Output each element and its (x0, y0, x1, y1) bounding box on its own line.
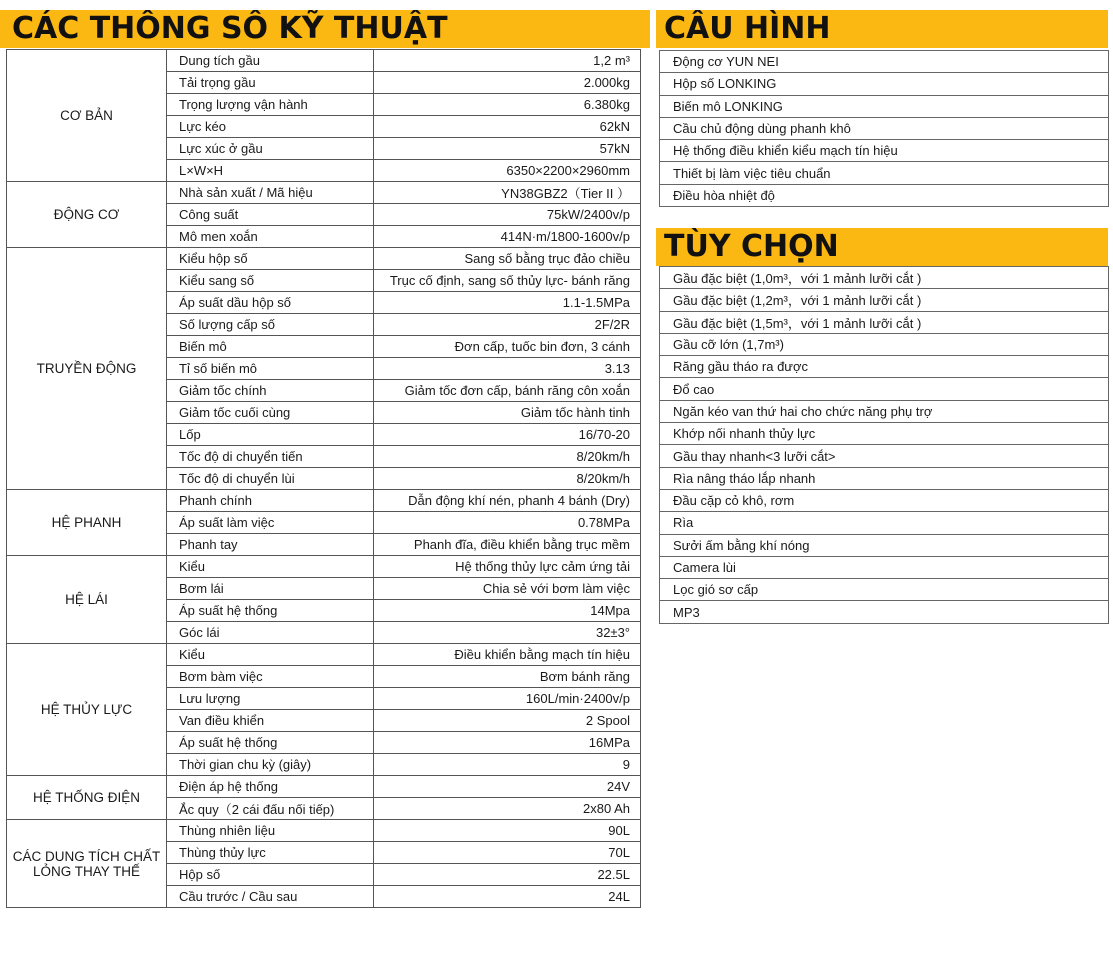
spec-label: Giảm tốc cuối cùng (167, 402, 374, 424)
option-item: Ngăn kéo van thứ hai cho chức năng phụ trợ (660, 400, 1109, 422)
option-item: Gầu đặc biệt (1,5m³，với 1 mảnh lưỡi cắt ) (660, 311, 1109, 333)
spec-value: 9 (374, 754, 641, 776)
option-row (660, 467, 1109, 489)
spec-row (7, 644, 641, 666)
spec-value: Chia sẻ với bơm làm việc (374, 578, 641, 600)
spec-label: Phanh tay (167, 534, 374, 556)
options-title: TÙY CHỌN (656, 228, 1108, 266)
spec-label: Cầu trước / Cầu sau (167, 886, 374, 908)
spec-label: Lực xúc ở gầu (167, 138, 374, 160)
spec-label: Tỉ số biến mô (167, 358, 374, 380)
spec-label: Góc lái (167, 622, 374, 644)
spec-label: Tốc độ di chuyển lùi (167, 468, 374, 490)
option-row (660, 356, 1109, 378)
option-row (660, 445, 1109, 467)
spec-value: 70L (374, 842, 641, 864)
spec-label: Áp suất hệ thống (167, 732, 374, 754)
spec-value: 2x80 Ah (374, 798, 641, 820)
spec-label: Thùng thủy lực (167, 842, 374, 864)
option-item: Gầu thay nhanh<3 lưỡi cắt> (660, 445, 1109, 467)
spec-label: Thùng nhiên liệu (167, 820, 374, 842)
options-list (659, 266, 1109, 624)
spec-value: YN38GBZ2（Tier II ） (374, 182, 641, 204)
spec-value: 16/70-20 (374, 424, 641, 446)
spec-table (6, 49, 641, 908)
spec-label: Biến mô (167, 336, 374, 358)
config-row (660, 184, 1109, 206)
option-row (660, 333, 1109, 355)
spec-label: Van điều khiển (167, 710, 374, 732)
spec-value: 90L (374, 820, 641, 842)
option-item: MP3 (660, 601, 1109, 623)
spec-label: Mô men xoắn (167, 226, 374, 248)
spec-value: 6.380kg (374, 94, 641, 116)
spec-label: Tải trọng gầu (167, 72, 374, 94)
option-row (660, 579, 1109, 601)
spec-label: Kiểu (167, 644, 374, 666)
spec-group-name: CÁC DUNG TÍCH CHẤT LỎNG THAY THẾ (7, 820, 167, 908)
spec-value: 14Mpa (374, 600, 641, 622)
spec-label: Lực kéo (167, 116, 374, 138)
spec-value: 24V (374, 776, 641, 798)
config-item: Điều hòa nhiệt độ (660, 184, 1109, 206)
spec-row (7, 50, 641, 72)
spec-value: 24L (374, 886, 641, 908)
spec-value: 57kN (374, 138, 641, 160)
spec-value: Giảm tốc hành tinh (374, 402, 641, 424)
option-item: Gầu cỡ lớn (1,7m³) (660, 333, 1109, 355)
spec-row (7, 490, 641, 512)
spec-label: Số lượng cấp số (167, 314, 374, 336)
option-item: Răng gầu tháo ra được (660, 356, 1109, 378)
config-row (660, 140, 1109, 162)
config-title: CẤU HÌNH (656, 10, 1108, 48)
config-item: Thiết bị làm việc tiêu chuẩn (660, 162, 1109, 184)
spec-label: Hộp số (167, 864, 374, 886)
spec-label: Lốp (167, 424, 374, 446)
config-item: Biến mô LONKING (660, 95, 1109, 117)
config-item: Cầu chủ động dùng phanh khô (660, 117, 1109, 139)
spec-label: Ắc quy（2 cái đấu nối tiếp) (167, 798, 374, 820)
config-row (660, 73, 1109, 95)
config-row (660, 51, 1109, 73)
spec-value: Sang số bằng trục đảo chiều (374, 248, 641, 270)
option-row (660, 378, 1109, 400)
spec-label: Trọng lượng vận hành (167, 94, 374, 116)
spec-value: 75kW/2400v/p (374, 204, 641, 226)
spec-label: Kiểu (167, 556, 374, 578)
spec-label: Tốc độ di chuyển tiến (167, 446, 374, 468)
spec-row (7, 248, 641, 270)
spec-label: Kiểu sang số (167, 270, 374, 292)
spec-label: Phanh chính (167, 490, 374, 512)
spec-value: Phanh đĩa, điều khiển bằng trục mềm (374, 534, 641, 556)
config-row (660, 162, 1109, 184)
spec-value: Bơm bánh răng (374, 666, 641, 688)
spec-value: 16MPa (374, 732, 641, 754)
option-item: Đổ cao (660, 378, 1109, 400)
config-item: Hộp số LONKING (660, 73, 1109, 95)
spec-label: Áp suất dầu hộp số (167, 292, 374, 314)
spec-value: 22.5L (374, 864, 641, 886)
spec-value: 6350×2200×2960mm (374, 160, 641, 182)
spec-group-name: HỆ LÁI (7, 556, 167, 644)
spec-group-name: HỆ THỐNG ĐIỆN (7, 776, 167, 820)
option-row (660, 289, 1109, 311)
spec-label: Áp suất làm việc (167, 512, 374, 534)
option-item: Camera lùi (660, 556, 1109, 578)
spec-value: 1,2 m³ (374, 50, 641, 72)
spec-label: Thời gian chu kỳ (giây) (167, 754, 374, 776)
option-row (660, 489, 1109, 511)
option-row (660, 556, 1109, 578)
option-row (660, 601, 1109, 623)
spec-value: 8/20km/h (374, 468, 641, 490)
spec-label: Công suất (167, 204, 374, 226)
spec-value: 414N·m/1800-1600v/p (374, 226, 641, 248)
option-item: Lọc gió sơ cấp (660, 579, 1109, 601)
option-item: Khớp nối nhanh thủy lực (660, 423, 1109, 445)
spec-value: Đơn cấp, tuốc bin đơn, 3 cánh (374, 336, 641, 358)
spec-label: Áp suất hệ thống (167, 600, 374, 622)
option-row (660, 400, 1109, 422)
spec-value: 2.000kg (374, 72, 641, 94)
spec-group-name: HỆ PHANH (7, 490, 167, 556)
spec-label: L×W×H (167, 160, 374, 182)
option-item: Gầu đặc biệt (1,2m³，với 1 mảnh lưỡi cắt ) (660, 289, 1109, 311)
option-row (660, 534, 1109, 556)
spec-value: 160L/min·2400v/p (374, 688, 641, 710)
spec-value: 32±3° (374, 622, 641, 644)
option-row (660, 512, 1109, 534)
spec-row (7, 776, 641, 798)
spec-value: 1.1-1.5MPa (374, 292, 641, 314)
spec-value: 8/20km/h (374, 446, 641, 468)
config-item: Động cơ YUN NEI (660, 51, 1109, 73)
spec-row (7, 556, 641, 578)
spec-value: 2F/2R (374, 314, 641, 336)
spec-value: Trục cố định, sang số thủy lực- bánh răng (374, 270, 641, 292)
spec-value: 62kN (374, 116, 641, 138)
spec-label: Bơm bàm việc (167, 666, 374, 688)
spec-label: Giảm tốc chính (167, 380, 374, 402)
option-item: Sưởi ấm bằng khí nóng (660, 534, 1109, 556)
spec-label: Kiểu hộp số (167, 248, 374, 270)
spec-value: Giảm tốc đơn cấp, bánh răng côn xoắn (374, 380, 641, 402)
spec-value: Dẫn động khí nén, phanh 4 bánh (Dry) (374, 490, 641, 512)
spec-label: Bơm lái (167, 578, 374, 600)
config-item: Hệ thống điều khiển kiểu mạch tín hiệu (660, 140, 1109, 162)
spec-label: Lưu lượng (167, 688, 374, 710)
config-row (660, 95, 1109, 117)
spec-value: Điều khiển bằng mạch tín hiệu (374, 644, 641, 666)
spec-group-name: CƠ BẢN (7, 50, 167, 182)
spec-title: CÁC THÔNG SỐ KỸ THUẬT (0, 10, 650, 48)
spec-row (7, 182, 641, 204)
spec-value: 3.13 (374, 358, 641, 380)
spec-value: Hệ thống thủy lực cảm ứng tải (374, 556, 641, 578)
option-item: Rìa (660, 512, 1109, 534)
spec-group-name: TRUYỀN ĐỘNG (7, 248, 167, 490)
option-item: Gầu đặc biệt (1,0m³，với 1 mảnh lưỡi cắt ) (660, 267, 1109, 289)
spec-group-name: ĐỘNG CƠ (7, 182, 167, 248)
option-item: Rìa nâng tháo lắp nhanh (660, 467, 1109, 489)
config-row (660, 117, 1109, 139)
spec-group-name: HỆ THỦY LỰC (7, 644, 167, 776)
config-list (659, 50, 1109, 207)
spec-label: Điện áp hệ thống (167, 776, 374, 798)
spec-row (7, 820, 641, 842)
option-item: Đầu cặp cỏ khô, rơm (660, 489, 1109, 511)
spec-value: 2 Spool (374, 710, 641, 732)
spec-value: 0.78MPa (374, 512, 641, 534)
spec-label: Nhà sản xuất / Mã hiệu (167, 182, 374, 204)
option-row (660, 267, 1109, 289)
option-row (660, 423, 1109, 445)
spec-label: Dung tích gầu (167, 50, 374, 72)
option-row (660, 311, 1109, 333)
